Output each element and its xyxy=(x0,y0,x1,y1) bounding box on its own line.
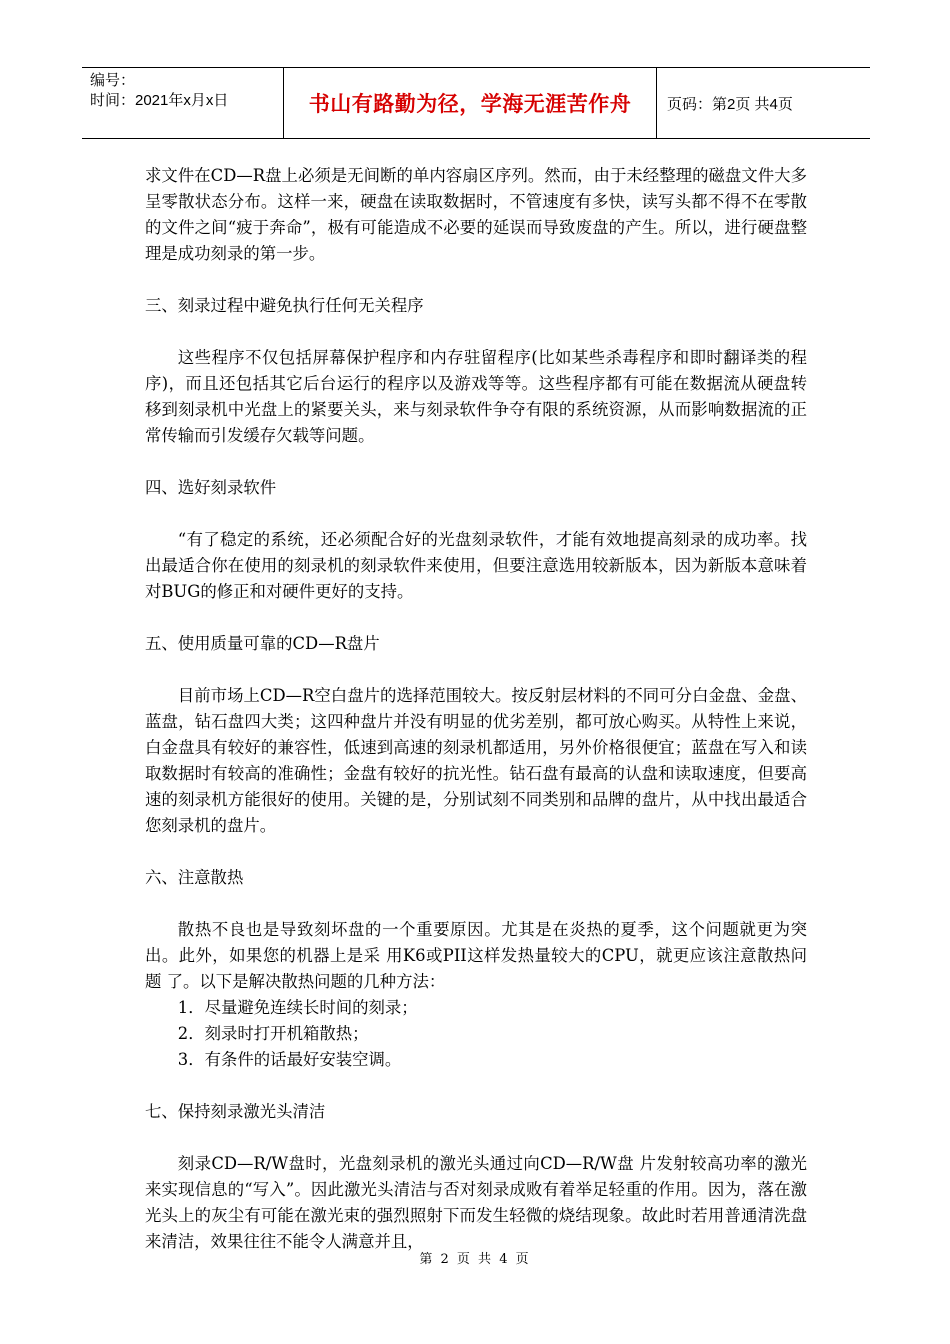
section-heading-7: 七、保持刻录激光头清洁 xyxy=(145,1102,326,1121)
time-label: 时间：2021年x月x日 xyxy=(90,92,229,109)
section-paragraph-5: 目前市场上CD—R空白盘片的选择范围较大。按反射层材料的不同可分白金盘、金盘、蓝盘，钻石盘四大类；这四种盘片并没有明显的优劣差别，都可放心购买。从特性上来说，白金盘具有较好的兼容性，低速到高速的刻录机都适用，另外价格很便宜；蓝盘在写入和读取数据时有较高的准确性；金盘有较好的抗光性。钻石盘有最高的认盘和读取速度，但要高速的刻录机方能很好的使用。关键的是，分别试刻不同类别和品牌的盘片，从中找出最适合您刻录机的盘片。 xyxy=(145,686,807,835)
section-paragraph-7: 刻录CD—R/W盘时，光盘刻录机的激光头通过向CD—R/W盘 片发射较高功率的激光来实现信息的“写入”。因此激光头清洁与否对刻录成败有着举足轻重的作用。因为，落在激光头上的灰尘有可能在激光束的强烈照射下而发生轻微的烧结现象。故此时若用普通清洗盘来清洁，效果往往不能令人满意并且， xyxy=(145,1154,807,1251)
section-heading-3: 三、刻录过程中避免执行任何无关程序 xyxy=(145,296,424,315)
list-item: 3．有条件的话最好安装空调。 xyxy=(177,1050,402,1069)
section-heading-4: 四、选好刻录软件 xyxy=(145,478,277,497)
code-label: 编号： xyxy=(90,72,136,89)
section-paragraph-3: 这些程序不仅包括屏幕保护程序和内存驻留程序(比如某些杀毒程序和即时翻译类的程序)，而且还包括其它后台运行的程序以及游戏等等。这些程序都有可能在数据流从硬盘转移到刻录机中光盘上的紧要关头，来与刻录软件争夺有限的系统资源，从而影响数据流的正常传输而引发缓存欠载等问题。 xyxy=(145,348,807,445)
header-page-label: 页码：第2页 共4页 xyxy=(667,95,793,113)
list-item: 1．尽量避免连续长时间的刻录； xyxy=(177,998,418,1017)
document-body xyxy=(145,163,807,1255)
section-paragraph-6: 散热不良也是导致刻坏盘的一个重要原因。尤其是在炎热的夏季，这个问题就更为突出。此外，如果您的机器上是采 用K6或PII这样发热量较大的CPU，就更应该注意散热问题 了。以下是解决散热问题的几种方法： xyxy=(145,920,807,991)
section-paragraph-4: “有了稳定的系统，还必须配合好的光盘刻录软件，才能有效地提高刻录的成功率。找出最适合你在使用的刻录机的刻录软件来使用，但要注意选用较新版本，因为新版本意味着对BUG的修正和对硬件更好的支持。 xyxy=(145,530,807,601)
header-meta xyxy=(82,68,284,138)
intro-paragraph: 求文件在CD—R盘上必须是无间断的单内容扇区序列。然而，由于未经整理的磁盘文件大多呈零散状态分布。这样一来，硬盘在读取数据时，不管速度有多快，读写头都不得不在零散的文件之间“疲于奔命”，极有可能造成不必要的延误而导致废盘的产生。所以，进行硬盘整理是成功刻录的第一步。 xyxy=(145,166,807,263)
header-motto: 书山有路勤为径，学海无涯苦作舟 xyxy=(284,68,657,138)
page-header xyxy=(82,67,870,139)
section-heading-5: 五、使用质量可靠的CD—R盘片 xyxy=(145,634,380,653)
page-footer: 第 2 页 共 4 页 xyxy=(419,1252,531,1267)
list-item: 2．刻录时打开机箱散热； xyxy=(177,1024,369,1043)
section-heading-6: 六、注意散热 xyxy=(145,868,244,887)
